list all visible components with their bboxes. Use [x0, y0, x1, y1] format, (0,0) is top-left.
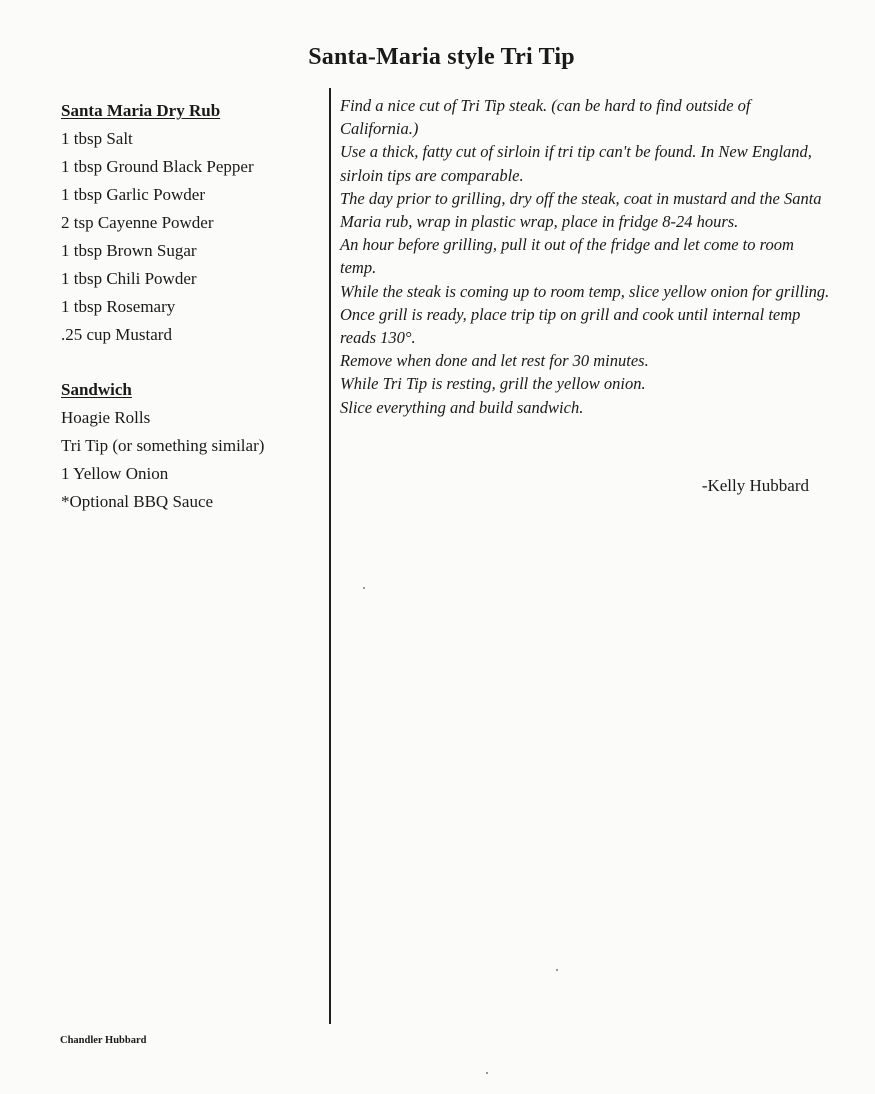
list-item: 1 Yellow Onion: [61, 464, 169, 483]
list-item: *Optional BBQ Sauce: [61, 492, 214, 511]
instruction-step: The day prior to grilling, dry off the steak, coat in mustard and the Santa Maria rub, wrap in plastic wrap, place in fridge 8-24 hours.: [340, 188, 822, 232]
instruction-step: Remove when done and let rest for 30 minutes.: [340, 351, 649, 371]
instruction-step: Use a thick, fatty cut of sirloin if tri tip can't be found. In New England, sirloin tips are comparable.: [340, 142, 812, 185]
list-item: 1 tbsp Brown Sugar: [61, 241, 197, 260]
instructions-column: [340, 94, 830, 419]
instruction-step: Slice everything and build sandwich.: [340, 397, 584, 417]
instruction-step: An hour before grilling, pull it out of the fridge and let come to room temp.: [340, 235, 794, 278]
list-item: 1 tbsp Chili Powder: [61, 269, 197, 288]
page-title: Santa-Maria style Tri Tip: [308, 44, 575, 70]
paper-speck: [363, 587, 365, 589]
sandwich-list: [61, 404, 321, 516]
ingredients-column: [61, 97, 321, 516]
paper-speck: [486, 1072, 488, 1074]
list-item: 2 tsp Cayenne Powder: [61, 213, 214, 232]
dry-rub-heading: Santa Maria Dry Rub: [61, 101, 221, 120]
list-item: Hoagie Rolls: [61, 408, 151, 427]
column-divider: [329, 88, 331, 1024]
list-item: 1 tbsp Ground Black Pepper: [61, 157, 254, 176]
instruction-step: While the steak is coming up to room temp, slice yellow onion for grilling.: [340, 281, 830, 301]
list-item: 1 tbsp Salt: [61, 129, 133, 148]
instruction-step: Once grill is ready, place trip tip on grill and cook until internal temp reads 130°.: [340, 304, 801, 348]
list-item: 1 tbsp Garlic Powder: [61, 185, 206, 204]
sandwich-heading: Sandwich: [61, 380, 132, 399]
footer-author: Chandler Hubbard: [60, 1035, 147, 1046]
instruction-step: Find a nice cut of Tri Tip steak. (can be hard to find outside of California.): [340, 96, 751, 139]
dry-rub-list: [61, 125, 321, 349]
instruction-step: While Tri Tip is resting, grill the yellow onion.: [340, 374, 646, 394]
signature: -Kelly Hubbard: [701, 476, 809, 495]
list-item: Tri Tip (or something similar): [61, 436, 265, 455]
section-spacer: [61, 349, 321, 376]
list-item: .25 cup Mustard: [61, 325, 172, 344]
paper-speck: [556, 969, 558, 971]
list-item: 1 tbsp Rosemary: [61, 297, 176, 316]
